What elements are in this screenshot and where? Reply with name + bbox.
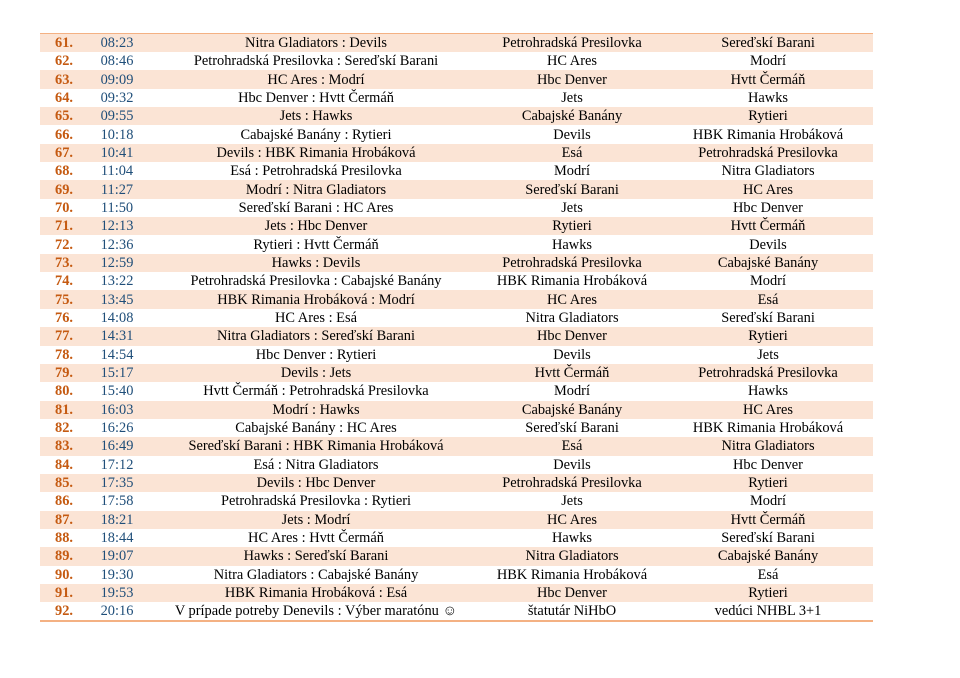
referee-team-2: Hvtt Čermáň <box>663 217 873 235</box>
match-teams: Cabajské Banány : HC Ares <box>151 419 481 437</box>
match-time: 12:13 <box>83 217 151 235</box>
table-row <box>40 584 873 602</box>
table-row <box>40 162 873 180</box>
match-teams: Rytieri : Hvtt Čermáň <box>151 235 481 253</box>
table-row <box>40 602 873 621</box>
match-number: 89. <box>40 547 83 565</box>
referee-team-1: HC Ares <box>481 52 663 70</box>
referee-team-1: HBK Rimania Hrobáková <box>481 566 663 584</box>
referee-team-1: Petrohradská Presilovka <box>481 34 663 53</box>
match-teams: Jets : Hawks <box>151 107 481 125</box>
referee-team-2: Rytieri <box>663 584 873 602</box>
match-teams: Sereďskí Barani : HBK Rimania Hrobáková <box>151 437 481 455</box>
referee-team-1: Jets <box>481 89 663 107</box>
match-number: 64. <box>40 89 83 107</box>
match-time: 20:16 <box>83 602 151 621</box>
match-number: 74. <box>40 272 83 290</box>
referee-team-1: Hbc Denver <box>481 327 663 345</box>
match-time: 19:07 <box>83 547 151 565</box>
referee-team-2: Rytieri <box>663 107 873 125</box>
table-row <box>40 364 873 382</box>
referee-team-1: Devils <box>481 125 663 143</box>
match-time: 11:27 <box>83 180 151 198</box>
match-number: 91. <box>40 584 83 602</box>
referee-team-1: Petrohradská Presilovka <box>481 254 663 272</box>
referee-team-2: Rytieri <box>663 474 873 492</box>
match-time: 09:32 <box>83 89 151 107</box>
referee-team-2: Modrí <box>663 52 873 70</box>
table-row <box>40 34 873 53</box>
match-time: 12:59 <box>83 254 151 272</box>
match-time: 12:36 <box>83 235 151 253</box>
table-row <box>40 382 873 400</box>
match-teams: Esá : Nitra Gladiators <box>151 456 481 474</box>
match-time: 09:09 <box>83 70 151 88</box>
referee-team-1: Jets <box>481 199 663 217</box>
match-teams: Esá : Petrohradská Presilovka <box>151 162 481 180</box>
referee-team-1: Petrohradská Presilovka <box>481 474 663 492</box>
referee-team-1: štatutár NiHbO <box>481 602 663 621</box>
table-row <box>40 107 873 125</box>
table-row <box>40 52 873 70</box>
schedule-body <box>40 34 873 622</box>
table-row <box>40 180 873 198</box>
referee-team-1: HBK Rimania Hrobáková <box>481 272 663 290</box>
match-teams: Nitra Gladiators : Sereďskí Barani <box>151 327 481 345</box>
referee-team-2: Petrohradská Presilovka <box>663 144 873 162</box>
table-row <box>40 511 873 529</box>
referee-team-2: Modrí <box>663 492 873 510</box>
table-row <box>40 70 873 88</box>
match-time: 09:55 <box>83 107 151 125</box>
match-number: 68. <box>40 162 83 180</box>
match-time: 13:22 <box>83 272 151 290</box>
match-number: 87. <box>40 511 83 529</box>
match-time: 14:31 <box>83 327 151 345</box>
table-row <box>40 492 873 510</box>
match-time: 13:45 <box>83 290 151 308</box>
table-row <box>40 89 873 107</box>
referee-team-1: Nitra Gladiators <box>481 309 663 327</box>
match-teams: Petrohradská Presilovka : Rytieri <box>151 492 481 510</box>
table-row <box>40 456 873 474</box>
table-row <box>40 290 873 308</box>
match-time: 11:50 <box>83 199 151 217</box>
table-row <box>40 254 873 272</box>
match-number: 61. <box>40 34 83 53</box>
match-number: 66. <box>40 125 83 143</box>
referee-team-2: Nitra Gladiators <box>663 162 873 180</box>
match-teams: Cabajské Banány : Rytieri <box>151 125 481 143</box>
match-teams: Hawks : Devils <box>151 254 481 272</box>
match-number: 92. <box>40 602 83 621</box>
match-teams: HC Ares : Modrí <box>151 70 481 88</box>
match-number: 85. <box>40 474 83 492</box>
match-number: 63. <box>40 70 83 88</box>
referee-team-1: Modrí <box>481 382 663 400</box>
match-number: 78. <box>40 346 83 364</box>
table-row <box>40 346 873 364</box>
table-row <box>40 474 873 492</box>
referee-team-1: Cabajské Banány <box>481 107 663 125</box>
table-row <box>40 566 873 584</box>
table-row <box>40 327 873 345</box>
match-teams: HBK Rimania Hrobáková : Modrí <box>151 290 481 308</box>
match-number: 69. <box>40 180 83 198</box>
match-teams: Petrohradská Presilovka : Sereďskí Barani <box>151 52 481 70</box>
match-teams: Devils : Jets <box>151 364 481 382</box>
table-row <box>40 529 873 547</box>
match-time: 15:17 <box>83 364 151 382</box>
match-teams: HBK Rimania Hrobáková : Esá <box>151 584 481 602</box>
referee-team-2: Nitra Gladiators <box>663 437 873 455</box>
match-number: 90. <box>40 566 83 584</box>
match-number: 71. <box>40 217 83 235</box>
referee-team-1: Esá <box>481 437 663 455</box>
match-teams: V prípade potreby Denevils : Výber maratónu ☺ <box>151 602 481 621</box>
table-row <box>40 144 873 162</box>
match-teams: Nitra Gladiators : Cabajské Banány <box>151 566 481 584</box>
table-row <box>40 547 873 565</box>
referee-team-1: Hvtt Čermáň <box>481 364 663 382</box>
referee-team-2: Sereďskí Barani <box>663 34 873 53</box>
referee-team-1: Rytieri <box>481 217 663 235</box>
referee-team-2: Hbc Denver <box>663 456 873 474</box>
match-time: 19:53 <box>83 584 151 602</box>
match-time: 11:04 <box>83 162 151 180</box>
referee-team-1: Hawks <box>481 529 663 547</box>
referee-team-2: Jets <box>663 346 873 364</box>
match-time: 14:08 <box>83 309 151 327</box>
match-teams: Jets : Hbc Denver <box>151 217 481 235</box>
referee-team-1: Modrí <box>481 162 663 180</box>
match-number: 67. <box>40 144 83 162</box>
match-teams: Hvtt Čermáň : Petrohradská Presilovka <box>151 382 481 400</box>
referee-team-1: Hbc Denver <box>481 70 663 88</box>
referee-team-2: Sereďskí Barani <box>663 529 873 547</box>
referee-team-2: vedúci NHBL 3+1 <box>663 602 873 621</box>
referee-team-1: Nitra Gladiators <box>481 547 663 565</box>
referee-team-2: Hvtt Čermáň <box>663 511 873 529</box>
referee-team-2: HC Ares <box>663 180 873 198</box>
match-number: 76. <box>40 309 83 327</box>
match-number: 65. <box>40 107 83 125</box>
referee-team-2: Petrohradská Presilovka <box>663 364 873 382</box>
match-teams: HC Ares : Esá <box>151 309 481 327</box>
table-row <box>40 235 873 253</box>
referee-team-2: HBK Rimania Hrobáková <box>663 419 873 437</box>
match-number: 72. <box>40 235 83 253</box>
referee-team-2: Hbc Denver <box>663 199 873 217</box>
match-time: 15:40 <box>83 382 151 400</box>
match-time: 18:44 <box>83 529 151 547</box>
match-teams: Petrohradská Presilovka : Cabajské Banány <box>151 272 481 290</box>
referee-team-2: Hawks <box>663 382 873 400</box>
referee-team-2: Esá <box>663 290 873 308</box>
match-number: 79. <box>40 364 83 382</box>
table-row <box>40 437 873 455</box>
match-teams: Devils : Hbc Denver <box>151 474 481 492</box>
match-number: 83. <box>40 437 83 455</box>
match-time: 08:23 <box>83 34 151 53</box>
match-number: 88. <box>40 529 83 547</box>
match-teams: Sereďskí Barani : HC Ares <box>151 199 481 217</box>
referee-team-2: HBK Rimania Hrobáková <box>663 125 873 143</box>
table-row <box>40 125 873 143</box>
referee-team-2: Esá <box>663 566 873 584</box>
referee-team-1: Jets <box>481 492 663 510</box>
match-number: 81. <box>40 401 83 419</box>
match-number: 84. <box>40 456 83 474</box>
table-row <box>40 401 873 419</box>
referee-team-1: Sereďskí Barani <box>481 419 663 437</box>
match-time: 17:58 <box>83 492 151 510</box>
referee-team-2: Cabajské Banány <box>663 254 873 272</box>
match-time: 16:49 <box>83 437 151 455</box>
referee-team-1: Sereďskí Barani <box>481 180 663 198</box>
referee-team-1: HC Ares <box>481 290 663 308</box>
match-schedule-table <box>40 33 873 622</box>
match-time: 10:18 <box>83 125 151 143</box>
match-number: 80. <box>40 382 83 400</box>
match-time: 10:41 <box>83 144 151 162</box>
referee-team-2: Modrí <box>663 272 873 290</box>
match-teams: Jets : Modrí <box>151 511 481 529</box>
match-time: 16:26 <box>83 419 151 437</box>
table-row <box>40 217 873 235</box>
table-row <box>40 309 873 327</box>
match-teams: Hbc Denver : Hvtt Čermáň <box>151 89 481 107</box>
match-number: 70. <box>40 199 83 217</box>
schedule-sheet <box>40 33 873 622</box>
match-time: 18:21 <box>83 511 151 529</box>
match-time: 08:46 <box>83 52 151 70</box>
match-number: 75. <box>40 290 83 308</box>
match-number: 86. <box>40 492 83 510</box>
match-teams: HC Ares : Hvtt Čermáň <box>151 529 481 547</box>
match-teams: Hawks : Sereďskí Barani <box>151 547 481 565</box>
match-number: 62. <box>40 52 83 70</box>
match-number: 77. <box>40 327 83 345</box>
referee-team-1: Hawks <box>481 235 663 253</box>
referee-team-2: HC Ares <box>663 401 873 419</box>
match-time: 14:54 <box>83 346 151 364</box>
referee-team-1: HC Ares <box>481 511 663 529</box>
match-time: 19:30 <box>83 566 151 584</box>
match-teams: Nitra Gladiators : Devils <box>151 34 481 53</box>
referee-team-1: Devils <box>481 456 663 474</box>
table-row <box>40 419 873 437</box>
referee-team-1: Esá <box>481 144 663 162</box>
referee-team-2: Sereďskí Barani <box>663 309 873 327</box>
table-row <box>40 199 873 217</box>
referee-team-2: Hawks <box>663 89 873 107</box>
referee-team-2: Cabajské Banány <box>663 547 873 565</box>
referee-team-1: Hbc Denver <box>481 584 663 602</box>
referee-team-1: Cabajské Banány <box>481 401 663 419</box>
match-time: 17:12 <box>83 456 151 474</box>
match-time: 16:03 <box>83 401 151 419</box>
match-teams: Modrí : Hawks <box>151 401 481 419</box>
referee-team-2: Hvtt Čermáň <box>663 70 873 88</box>
match-time: 17:35 <box>83 474 151 492</box>
match-teams: Devils : HBK Rimania Hrobáková <box>151 144 481 162</box>
match-teams: Hbc Denver : Rytieri <box>151 346 481 364</box>
match-number: 82. <box>40 419 83 437</box>
table-row <box>40 272 873 290</box>
match-number: 73. <box>40 254 83 272</box>
referee-team-1: Devils <box>481 346 663 364</box>
referee-team-2: Devils <box>663 235 873 253</box>
match-teams: Modrí : Nitra Gladiators <box>151 180 481 198</box>
referee-team-2: Rytieri <box>663 327 873 345</box>
